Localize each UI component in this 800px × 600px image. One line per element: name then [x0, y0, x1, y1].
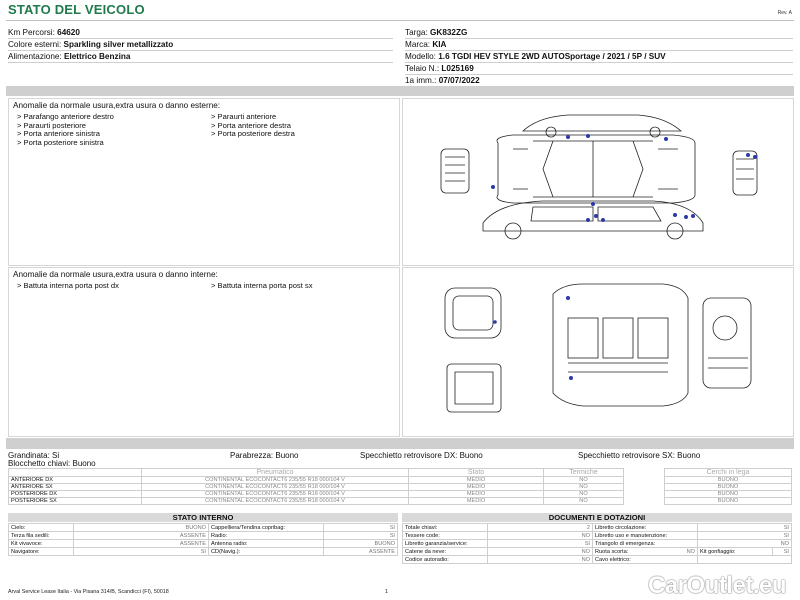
table-row: Totale chiavi: 2 Libretto circolazione: SI — [403, 524, 792, 532]
table-row: Libretto garanzia/service: SI Triangolo di emergenza: NO — [403, 540, 792, 548]
table-row: ANTERIORE SX CONTINENTAL ECOCONTACT6 235/55 R18 000/104 V MEDIO NO — [9, 484, 624, 491]
table-row: Terza fila sedili: ASSENTE Radio: SI — [9, 532, 398, 540]
car-side-view-top — [523, 115, 681, 137]
damage-item: > Porta posteriore destra — [211, 129, 295, 139]
table-row: Codice autoradio: NO Cavo elettrico: — [403, 556, 792, 564]
external-damage-text-panel — [8, 98, 400, 266]
plate-row: Targa: GK832ZG — [405, 27, 793, 39]
registration-row: 1a imm.: 07/07/2022 — [405, 75, 793, 87]
external-damage-col2 — [211, 113, 295, 139]
car-exterior-diagram — [403, 99, 793, 265]
internal-damage-col1 — [17, 282, 119, 291]
footer-company: Arval Service Lease Italia - Via Pisana 314/B, Scandicci (FI), 50018 — [8, 589, 169, 595]
table-row: POSTERIORE SX CONTINENTAL ECOCONTACT6 235/55 R18 000/104 V MEDIO NO — [9, 498, 624, 505]
watermark-logo: CarOutlet.eu — [647, 572, 786, 599]
revision-label: Rev. A — [777, 10, 792, 16]
table-row: Cielo: BUONO Cappelliera/Tendina copribag: SI — [9, 524, 398, 532]
page-title: STATO DEL VEICOLO — [8, 2, 145, 17]
car-front-view — [441, 149, 469, 193]
vehicle-info-right — [405, 27, 793, 87]
section-band — [6, 438, 794, 449]
damage-item: > Porta anteriore sinistra — [17, 129, 100, 139]
section-band — [6, 86, 794, 96]
damage-item: > Porta posteriore sinistra — [17, 137, 104, 147]
damage-item: > Parafango anteriore destro — [17, 112, 114, 121]
external-damage-col1 — [17, 113, 114, 147]
internal-diagram-panel — [402, 267, 794, 437]
table-row: BUONO — [665, 477, 792, 484]
internal-damage-text-panel — [8, 267, 400, 437]
table-row: BUONO — [665, 491, 792, 498]
mirror-dx-status: Specchietto retrovisore DX: Buono — [360, 451, 483, 460]
dashboard-view — [703, 298, 751, 388]
table-row: BUONO — [665, 484, 792, 491]
car-top-view — [497, 135, 695, 203]
winter-header: Termiche — [544, 469, 624, 477]
windshield-status: Parabrezza: Buono — [230, 451, 299, 460]
table-row: Navigatore: SI CD(Navig.): ASSENTE — [9, 548, 398, 556]
internal-damage-col2 — [211, 282, 313, 291]
documents-title: DOCUMENTI E DOTAZIONI — [402, 513, 792, 522]
footer-page-number: 1 — [385, 589, 388, 595]
damage-item: > Porta anteriore destra — [211, 120, 291, 130]
brand-row: Marca: KIA — [405, 39, 793, 51]
km-row: Km Percorsi: 64620 — [8, 27, 393, 39]
car-side-view-bottom — [483, 201, 703, 239]
damage-item: > Battuta interna porta post sx — [211, 281, 313, 290]
chassis-row: Telaio N.: L025169 — [405, 63, 793, 75]
table-row: POSTERIORE DX CONTINENTAL ECOCONTACT6 235/55 R18 000/104 V MEDIO NO — [9, 491, 624, 498]
tyres-table — [8, 468, 624, 505]
documents-table — [402, 523, 792, 564]
mirror-sx-status: Specchietto retrovisore SX: Buono — [578, 451, 701, 460]
color-row: Colore esterni: Sparkling silver metallizzato — [8, 39, 393, 51]
external-damage-title: Anomalie da normale usura,extra usura o danno esterne: — [13, 101, 221, 110]
car-interior-diagram — [403, 268, 793, 436]
roof-view — [445, 288, 501, 338]
divider — [6, 20, 794, 21]
damage-item: > Battuta interna porta post dx — [17, 281, 119, 290]
internal-state-table — [8, 523, 398, 556]
cabin-plan-view — [553, 284, 688, 406]
damage-item: > Paraurti posteriore — [17, 120, 87, 130]
table-row: BUONO — [665, 498, 792, 505]
table-row: Catene da neve: NO Ruota scorta: NO Kit gonfiaggio: SI — [403, 548, 792, 556]
state-header: Stato — [409, 469, 544, 477]
key-lock-status: Blocchetto chiavi: Buono — [8, 459, 96, 468]
table-row: Tessere code: NO Libretto uso e manutenzione: SI — [403, 532, 792, 540]
rims-table — [664, 468, 792, 505]
trunk-view — [447, 364, 501, 412]
hail-status: Grandinata: Si — [8, 451, 60, 460]
internal-damage-title: Anomalie da normale usura,extra usura o danno interne: — [13, 270, 218, 279]
rims-header: Cerchi in lega — [665, 469, 792, 477]
internal-state-title: STATO INTERNO — [8, 513, 398, 522]
damage-item: > Paraurti anteriore — [211, 112, 277, 121]
tyre-header: Pneumatico — [142, 469, 409, 477]
table-row: ANTERIORE DX CONTINENTAL ECOCONTACT6 235/55 R18 000/104 V MEDIO NO — [9, 477, 624, 484]
table-row: Kit vivavoce: ASSENTE Antenna radio: BUONO — [9, 540, 398, 548]
external-diagram-panel — [402, 98, 794, 266]
vehicle-info-left — [8, 27, 393, 63]
model-row: Modello: 1.6 TGDI HEV STYLE 2WD AUTOSportage / 2021 / 5P / SUV — [405, 51, 793, 63]
fuel-row: Alimentazione: Elettrico Benzina — [8, 51, 393, 63]
